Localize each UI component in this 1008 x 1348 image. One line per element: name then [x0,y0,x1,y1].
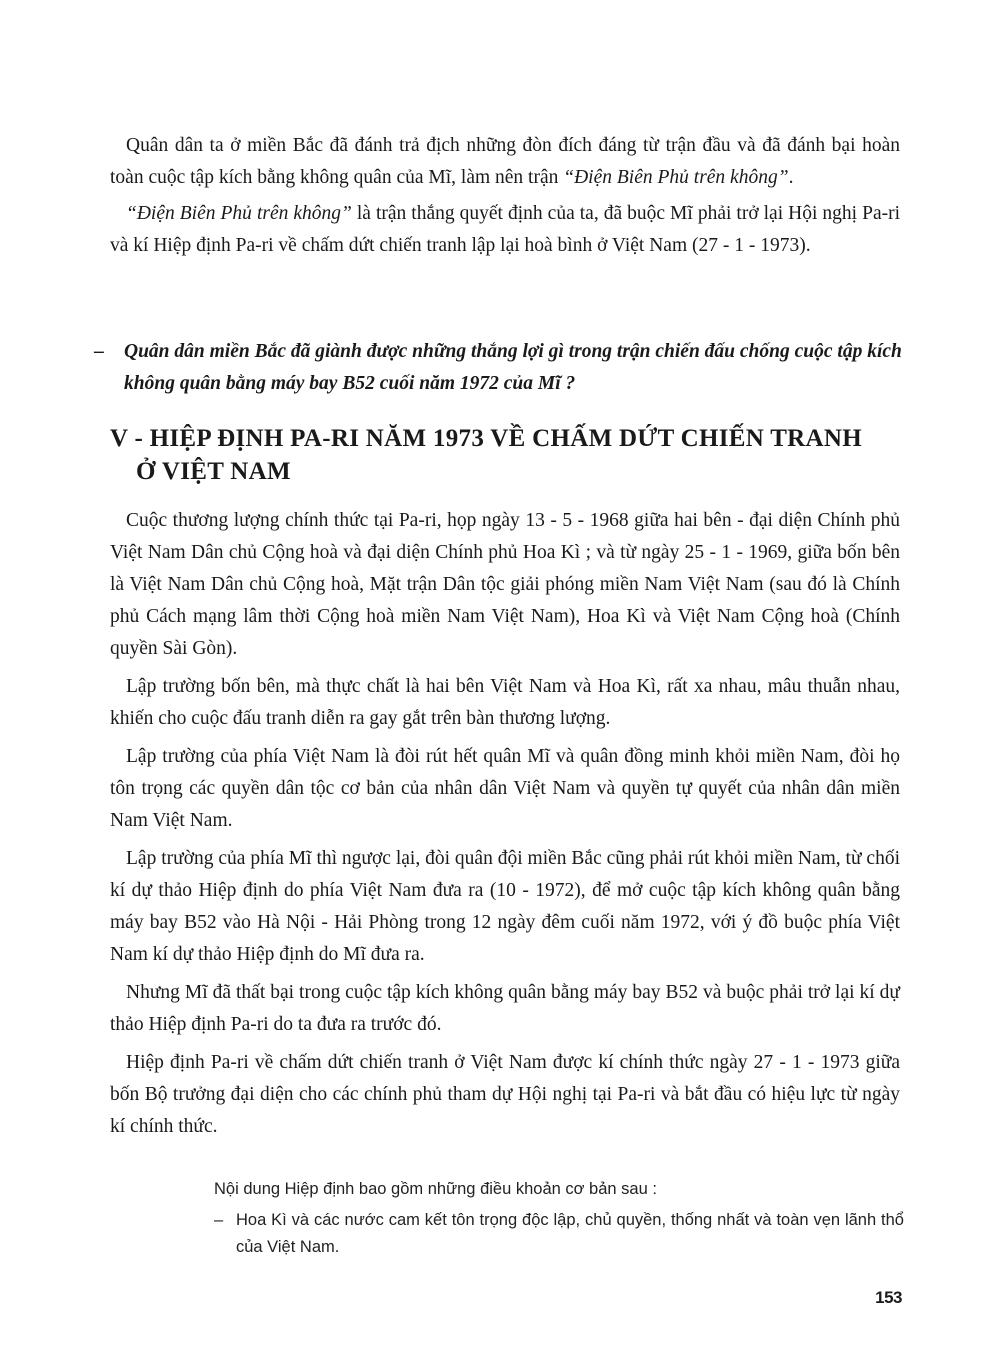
question-dash: – [94,341,104,362]
paragraph-text: Quân dân ta ở miền Bắc đã đánh trả địch những đòn đích đáng từ trận đầu và đã đánh bại hoàn toàn cuộc tập kích bằng không quân của Mĩ, làm nên trận [110,135,900,188]
paragraph-vietnam-position: Lập trường của phía Việt Nam là đòi rút hết quân Mĩ và quân đồng minh khỏi miền Nam, đòi họ tôn trọng các quyền dân tộc cơ bản của nhân dân Việt Nam và quyền tự quyết của nhân dân miền Nam Việt Nam. [110,746,900,831]
note-item [214,1207,904,1261]
review-question [94,336,902,400]
main-text-block [110,505,900,1143]
paragraph-decisive-victory [110,198,900,262]
paragraph-text: là trận thắng quyết định của ta, đã buộc Mĩ phải trở lại Hội nghị Pa-ri và kí Hiệp định Pa-ri về chấm dứt chiến tranh lập lại hoà bình ở Việt Nam (27 - 1 - 1973). [110,203,900,256]
heading-line-2: Ở VIỆT NAM [136,458,291,485]
section-heading [110,422,910,488]
paragraph-agreement-signed: Hiệp định Pa-ri về chấm dứt chiến tranh ở Việt Nam được kí chính thức ngày 27 - 1 - 1973 giữa bốn Bộ trưởng đại diện cho các chính phủ tham dự Hội nghị tại Pa-ri và bắt đầu có hiệu lực từ ngày kí chính thức. [110,1052,900,1137]
page-number: 153 [875,1288,902,1307]
paragraph-dien-bien-phu-victory [110,130,900,194]
agreement-content-note [214,1176,904,1261]
item-text: Hoa Kì và các nước cam kết tôn trọng độc lập, chủ quyền, thống nhất và toàn vẹn lãnh thổ của Việt Nam. [236,1211,904,1256]
italic-phrase: “Điện Biên Phủ trên không” [563,167,789,188]
paragraph-negotiations: Cuộc thương lượng chính thức tại Pa-ri, họp ngày 13 - 5 - 1968 giữa hai bên - đại diện Chính phủ Việt Nam Dân chủ Cộng hoà và đại diện Chính phủ Hoa Kì ; và từ ngày 25 - 1 - 1969, giữa bốn bên là Việt Nam Dân chủ Cộng hoà, Mặt trận Dân tộc giải phóng miền Nam Việt Nam (sau đó là Chính phủ Cách mạng lâm thời Cộng hoà miền Nam Việt Nam), Hoa Kì và Việt Nam Cộng hoà (Chính quyền Sài Gòn). [110,510,900,659]
paragraph-us-failure: Nhưng Mĩ đã thất bại trong cuộc tập kích không quân bằng máy bay B52 và buộc phải trở lại kí dự thảo Hiệp định Pa-ri do ta đưa ra trước đó. [110,982,900,1035]
paragraph-tail: . [788,167,794,188]
italic-phrase: “Điện Biên Phủ trên không” [126,203,352,224]
item-dash: – [214,1211,224,1229]
note-intro: Nội dung Hiệp định bao gồm những điều khoản cơ bản sau : [214,1180,657,1198]
heading-line-1: V - HIỆP ĐỊNH PA-RI NĂM 1973 VỀ CHẤM DỨT CHIẾN TRANH [110,425,862,452]
paragraph-us-position: Lập trường của phía Mĩ thì ngược lại, đòi quân đội miền Bắc cũng phải rút khỏi miền Nam, từ chối kí dự thảo Hiệp định do phía Việt Nam đưa ra (10 - 1972), để mở cuộc tập kích không quân bằng máy bay B52 vào Hà Nội - Hải Phòng trong 12 ngày đêm cuối năm 1972, với ý đồ buộc phía Việt Nam kí dự thảo Hiệp định do Mĩ đưa ra. [110,848,900,965]
intro-text-block [110,130,900,262]
question-text: Quân dân miền Bắc đã giành được những thắng lợi gì trong trận chiến đấu chống cuộc tập kích không quân bằng máy bay B52 cuối năm 1972 của Mĩ ? [124,341,902,394]
paragraph-positions: Lập trường bốn bên, mà thực chất là hai bên Việt Nam và Hoa Kì, rất xa nhau, mâu thuẫn nhau, khiến cho cuộc đấu tranh diễn ra gay gắt trên bàn thương lượng. [110,676,900,729]
